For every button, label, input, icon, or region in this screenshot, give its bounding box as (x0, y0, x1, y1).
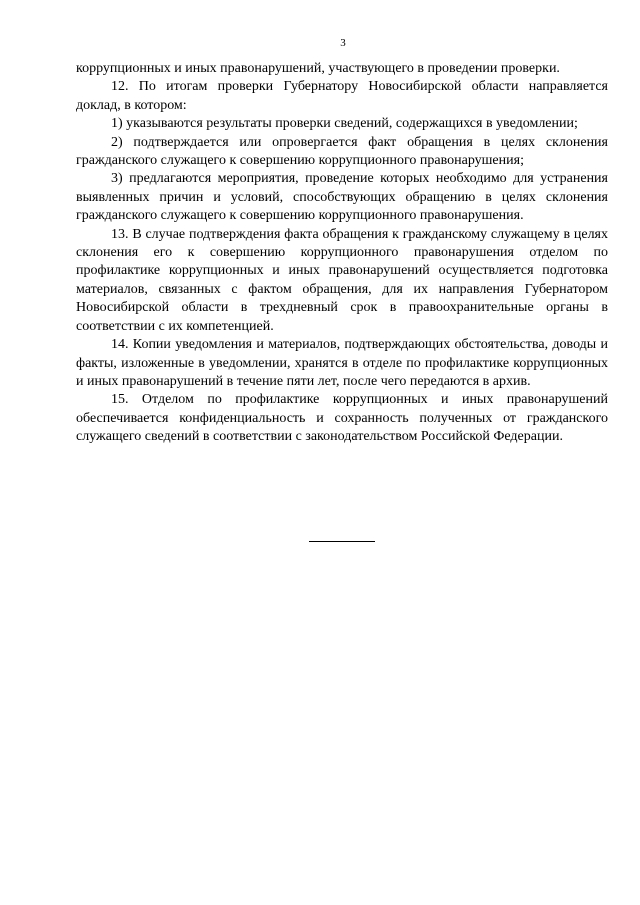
paragraph-15: 15. Отделом по профилактике коррупционных и иных правонарушений обеспечивается конфиденциальность и сохранность полученных от гражданского служащего сведений в соответствии с законодательством Российской Федерации. (76, 392, 608, 445)
paragraph-13: 13. В случае подтверждения факта обращения к гражданскому служащему в целях склонения его к совершению коррупционного правонарушения отделом по профилактике коррупционных и иных правонарушений осуществляется подготовка материалов, связанных с фактом обращения, для их направления Губернатором Новосибирской области в трехдневный срок в правоохранительные органы в соответствии с их компетенцией. (76, 226, 608, 334)
paragraph-14: 14. Копии уведомления и материалов, подтверждающих обстоятельства, доводы и факты, изложенные в уведомлении, хранятся в отделе по профилактике коррупционных и иных правонарушений в течение пяти лет, после чего передаются в архив. (76, 337, 608, 389)
paragraph-12-item-2: 2) подтверждается или опровергается факт обращения в целях склонения гражданского служащего к совершению коррупционного правонарушения; (76, 134, 608, 169)
paragraph-continuation: коррупционных и иных правонарушений, участвующего в проведении проверки. (76, 61, 560, 76)
document-body (76, 60, 608, 447)
end-of-document-rule (309, 541, 375, 542)
page-number: 3 (340, 37, 346, 49)
paragraph-12: 12. По итогам проверки Губернатору Новосибирской области направляется доклад, в котором: (76, 79, 608, 113)
paragraph-12-item-1: 1) указываются результаты проверки сведений, содержащихся в уведомлении; (111, 116, 578, 132)
paragraph-12-item-3: 3) предлагаются мероприятия, проведение которых необходимо для устранения выявленных причин и условий, способствующих обращению в целях склонения гражданского служащего к совершению коррупционного правонарушения. (76, 171, 608, 224)
